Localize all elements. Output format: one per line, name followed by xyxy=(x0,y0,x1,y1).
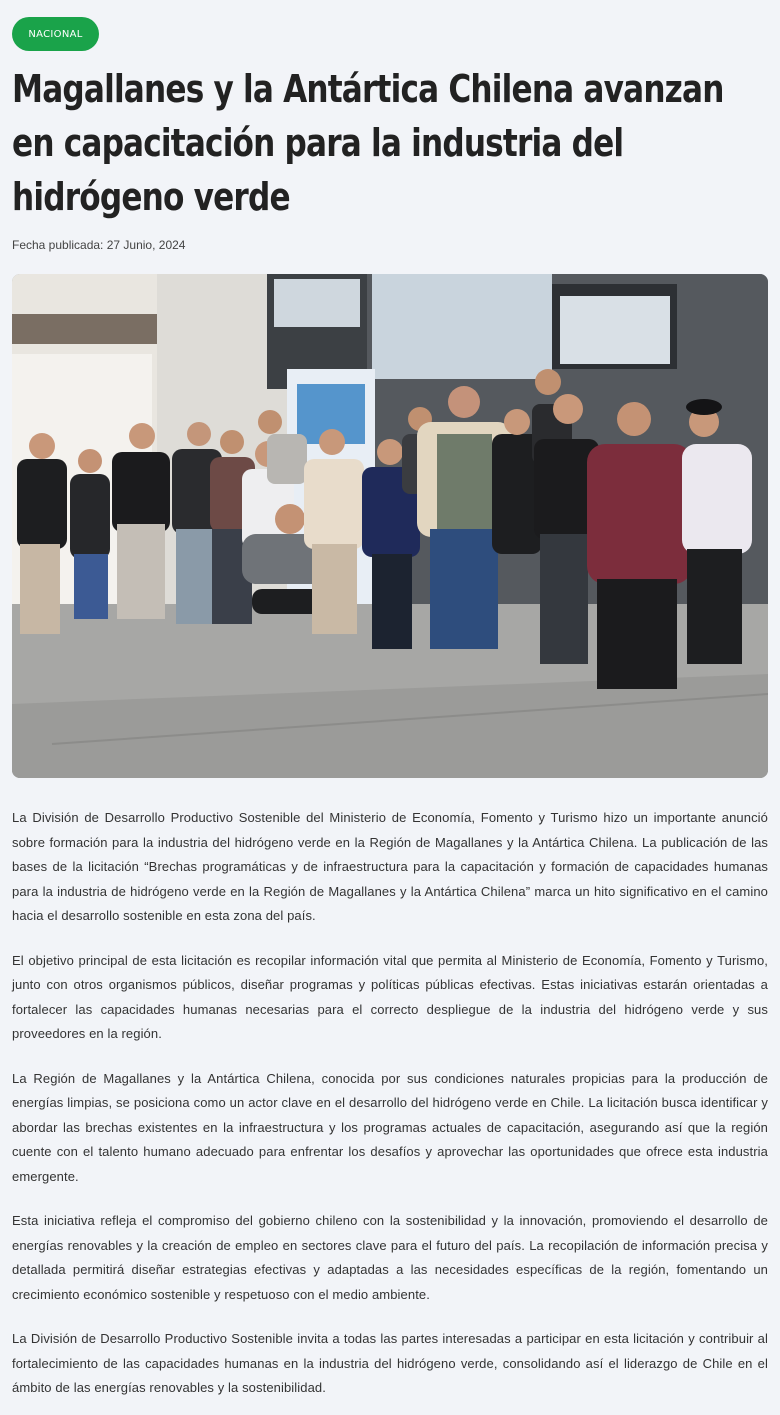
article-title: Magallanes y la Antártica Chilena avanzan en capacitación para la industria del hidrógeno verde xyxy=(12,67,724,219)
paragraph: La División de Desarrollo Productivo Sostenible invita a todas las partes interesadas a participar en esta licitación y contribuir al fortalecimiento de las capacidades humanas en la industria del hidrógeno verde, consolidando así el liderazgo de Chile en el ámbito de las energías renovables y la sostenibilidad. xyxy=(12,1331,768,1395)
paragraph: La Región de Magallanes y la Antártica Chilena, conocida por sus condiciones naturales propicias para la producción de energías limpias, se posiciona como un actor clave en el desarrollo del hidrógeno verde en Chile. La licitación busca identificar y abordar las brechas existentes en la infraestructura y los programas actuales de capacitación, asegurando así que la región cuente con el talento humano adecuado para enfrentar los desafíos y aprovechar las oportunidades que ofrece esta industria emergente. xyxy=(12,1070,768,1184)
category-badge[interactable]: NACIONAL xyxy=(12,17,99,51)
paragraph: Esta iniciativa refleja el compromiso del gobierno chileno con la sostenibilidad y la innovación, promoviendo el desarrollo de energías renovables y la creación de empleo en sectores clave para el futuro del país. La recopilación de información precisa y detallada permitirá diseñar estrategias efectivas y adaptadas a las necesidades específicas de la región, fomentando un crecimiento económico sostenible y respetuoso con el medio ambiente. xyxy=(12,1213,768,1302)
article-photo xyxy=(12,274,768,778)
publish-date: Fecha publicada: 27 Junio, 2024 xyxy=(12,238,186,252)
paragraph: La División de Desarrollo Productivo Sostenible del Ministerio de Economía, Fomento y Turismo hizo un importante anunció sobre formación para la industria del hidrógeno verde en la Región de Magallanes y la Antártica Chilena. La publicación de las bases de la licitación “Brechas programáticas y de infraestructura para la capacitación y formación de capacidades humanas para la industria de hidrógeno verde en la Región de Magallanes y la Antártica Chilena” marca un hito significativo en el camino hacia el desarrollo sostenible en esta zona del país. xyxy=(12,810,768,923)
paragraph: El objetivo principal de esta licitación es recopilar información vital que permita al Ministerio de Economía, Fomento y Turismo, junto con otros organismos públicos, diseñar programas y políticas públicas efectivas. Estas iniciativas estarán orientadas a fortalecer las capacidades humanas necesarias para el correcto despliegue de la industria del hidrógeno verde y sus proveedores en la región. xyxy=(12,952,768,1041)
article-body xyxy=(12,806,768,1415)
